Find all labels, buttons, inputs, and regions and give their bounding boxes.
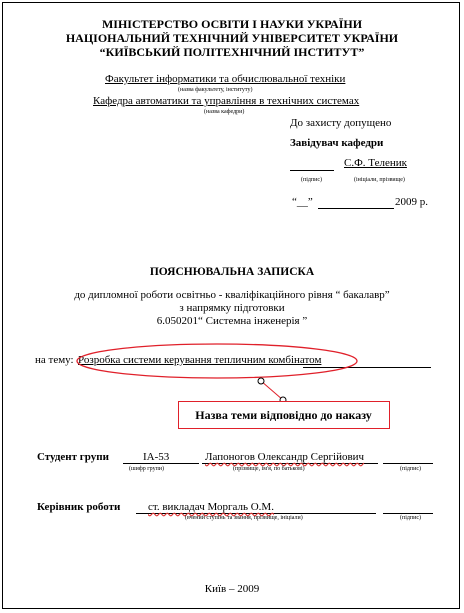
department-name: Кафедра автоматики та управління в технічних системах (93, 95, 360, 107)
student-label: Студент групи (37, 451, 109, 463)
group-line (123, 463, 199, 464)
faculty-name: Факультет інформатики та обчислювальної техніки (105, 73, 346, 85)
document-page (2, 2, 460, 609)
faculty-caption: (назва факультету, інституту) (178, 87, 253, 93)
student-signature-caption: (підпис) (400, 466, 422, 472)
admission-text: До захисту допущено (290, 117, 392, 129)
supervisor-signature-caption: (підпис) (400, 515, 422, 521)
head-title: Завідувач кафедри (290, 137, 384, 149)
date-year: 2009 р. (395, 196, 428, 208)
topic-value: Розробка системи керування тепличним комбінатом (78, 354, 322, 366)
student-signature-line (383, 463, 433, 464)
supervisor-signature-line (383, 513, 433, 514)
callout-box (178, 401, 390, 429)
head-signature-caption: (підпис) (301, 177, 323, 183)
supervisor-caption: (вчений ступінь та звання, прізвище, ініціали) (185, 515, 303, 521)
student-group: ІА-53 (143, 451, 170, 463)
supervisor-label: Керівник роботи (37, 501, 121, 513)
callout-connector (261, 381, 283, 400)
institute-title: “КИЇВСЬКИЙ ПОЛІТЕХНІЧНИЙ ІНСТИТУТ” (99, 45, 365, 59)
head-name: С.Ф. Теленик (344, 157, 407, 169)
group-caption: (шифр групи) (129, 466, 165, 472)
callout-graphic (3, 3, 461, 443)
supervisor-value: ст. викладач Моргаль О.М. (148, 501, 274, 513)
student-name: Лапоногов Олександр Сергійович (205, 451, 365, 463)
document-subtitle: до дипломної роботи освітньо - кваліфікаційного рівня “ бакалавр” (74, 289, 390, 301)
specialty-label: з напрямку підготовки (179, 302, 285, 314)
university-title: НАЦІОНАЛЬНИЙ ТЕХНІЧНИЙ УНІВЕРСИТЕТ УКРАЇНИ (65, 31, 399, 45)
head-initials-caption: (ініціали, прізвище) (354, 177, 405, 183)
connector-dot-top (258, 378, 264, 384)
department-caption: (назва кафедри) (204, 109, 245, 115)
topic-highlight-ellipse (77, 344, 357, 378)
callout-text: Назва теми відповідно до наказу (195, 408, 372, 422)
city-year: Київ – 2009 (204, 583, 260, 595)
student-name-line (202, 463, 378, 464)
topic-label: на тему: (35, 354, 74, 366)
ministry-title: МІНІСТЕРСТВО ОСВІТИ І НАУКИ УКРАЇНИ (101, 17, 363, 31)
student-name-caption: (прізвище, ім'я, по батькові) (233, 466, 305, 472)
supervisor-line (136, 513, 376, 514)
document-title: ПОЯСНЮВАЛЬНА ЗАПИСКА (149, 266, 315, 278)
specialty-value: 6.050201“ Системна інженерія ” (156, 315, 308, 327)
date-quote: “__” (292, 196, 313, 208)
